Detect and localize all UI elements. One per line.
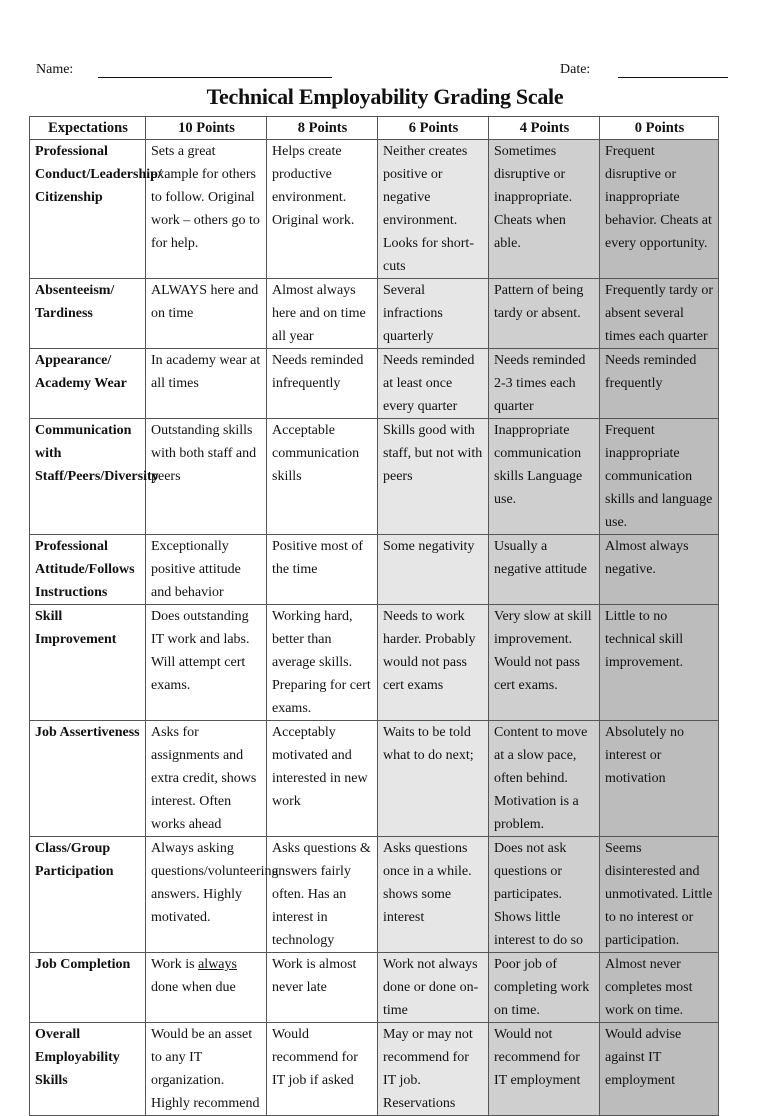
table-row [30,721,719,837]
cell-0-points: Would advise against IT employment [600,1023,719,1116]
cell-10-points: Sets a great example for others to follow. Original work – others go to for help. [146,140,267,279]
expectation-cell: Professional Attitude/Follows Instructions [30,535,146,605]
cell-0-points: Little to no technical skill improvement. [600,605,719,721]
cell-0-points: Seems disinterested and unmotivated. Little to no interest or participation. [600,837,719,953]
cell-4-points: Poor job of completing work on time. [489,953,600,1023]
cell-4-points: Sometimes disruptive or inappropriate. Cheats when able. [489,140,600,279]
cell-10-points: Would be an asset to any IT organization. Highly recommend [146,1023,267,1116]
expectation-cell: Skill Improvement [30,605,146,721]
table-row [30,837,719,953]
cell-4-points: Very slow at skill improvement. Would not pass cert exams. [489,605,600,721]
cell-4-points: Pattern of being tardy or absent. [489,279,600,349]
column-header-expectations: Expectations [30,117,146,140]
cell-8-points: Acceptably motivated and interested in new work [267,721,378,837]
cell-10-points: Asks for assignments and extra credit, shows interest. Often works ahead [146,721,267,837]
cell-8-points: Working hard, better than average skills. Preparing for cert exams. [267,605,378,721]
cell-10-points: In academy wear at all times [146,349,267,419]
table-row [30,535,719,605]
column-header-4-points: 4 Points [489,117,600,140]
cell-6-points: May or may not recommend for IT job. Reservations [378,1023,489,1116]
cell-10-points [146,953,267,1023]
page-title: Technical Employability Grading Scale [206,84,564,109]
column-header-10-points: 10 Points [146,117,267,140]
table-row [30,419,719,535]
underlined-word: always [198,957,237,972]
name-field-line[interactable] [98,77,332,78]
table-row [30,140,719,279]
cell-4-points: Usually a negative attitude [489,535,600,605]
cell-8-points: Positive most of the time [267,535,378,605]
cell-10-points: Exceptionally positive attitude and behavior [146,535,267,605]
cell-8-points: Work is almost never late [267,953,378,1023]
column-header-6-points: 6 Points [378,117,489,140]
cell-6-points: Asks questions once in a while. shows some interest [378,837,489,953]
cell-0-points: Frequent disruptive or inappropriate behavior. Cheats at every opportunity. [600,140,719,279]
cell-4-points: Inappropriate communication skills Language use. [489,419,600,535]
cell-10-points: Outstanding skills with both staff and peers [146,419,267,535]
cell-4-points: Needs reminded 2-3 times each quarter [489,349,600,419]
column-header-0-points: 0 Points [600,117,719,140]
cell-8-points: Would recommend for IT job if asked [267,1023,378,1116]
cell-0-points: Needs reminded frequently [600,349,719,419]
cell-8-points: Helps create productive environment. Original work. [267,140,378,279]
expectation-cell: Absenteeism/ Tardiness [30,279,146,349]
expectation-cell: Job Completion [30,953,146,1023]
table-row [30,605,719,721]
cell-6-points: Skills good with staff, but not with peers [378,419,489,535]
cell-text-before: Work is [151,957,199,972]
name-date-bar [30,60,730,82]
cell-0-points: Almost always negative. [600,535,719,605]
cell-10-points: Always asking questions/volunteering answers. Highly motivated. [146,837,267,953]
table-header-row [30,117,719,140]
cell-8-points: Almost always here and on time all year [267,279,378,349]
cell-6-points: Needs reminded at least once every quarter [378,349,489,419]
cell-4-points: Would not recommend for IT employment [489,1023,600,1116]
cell-0-points: Frequent inappropriate communication skills and language use. [600,419,719,535]
cell-text-after: done when due [151,980,236,995]
cell-0-points: Absolutely no interest or motivation [600,721,719,837]
cell-0-points: Frequently tardy or absent several times each quarter [600,279,719,349]
expectation-cell: Communication with Staff/Peers/Diversity [30,419,146,535]
cell-10-points: ALWAYS here and on time [146,279,267,349]
table-row [30,349,719,419]
date-field-line[interactable] [618,77,728,78]
cell-6-points: Work not always done or done on-time [378,953,489,1023]
cell-6-points: Some negativity [378,535,489,605]
cell-0-points: Almost never completes most work on time. [600,953,719,1023]
cell-6-points: Waits to be told what to do next; [378,721,489,837]
name-label: Name: [36,62,74,77]
cell-6-points: Needs to work harder. Probably would not pass cert exams [378,605,489,721]
cell-8-points: Asks questions & answers fairly often. Has an interest in technology [267,837,378,953]
table-row [30,1023,719,1116]
cell-4-points: Does not ask questions or participates. Shows little interest to do so [489,837,600,953]
expectation-cell: Professional Conduct/Leadership/ Citizenship [30,140,146,279]
cell-4-points: Content to move at a slow pace, often behind. Motivation is a problem. [489,721,600,837]
table-row [30,279,719,349]
table-row [30,953,719,1023]
cell-8-points: Acceptable communication skills [267,419,378,535]
expectation-cell: Job Assertiveness [30,721,146,837]
date-label: Date: [560,62,591,77]
cell-6-points: Neither creates positive or negative environment. Looks for short-cuts [378,140,489,279]
column-header-8-points: 8 Points [267,117,378,140]
expectation-cell: Overall Employability Skills [30,1023,146,1116]
expectation-cell: Appearance/ Academy Wear [30,349,146,419]
grading-scale-table [29,116,719,1116]
cell-10-points: Does outstanding IT work and labs. Will attempt cert exams. [146,605,267,721]
cell-6-points: Several infractions quarterly [378,279,489,349]
cell-8-points: Needs reminded infrequently [267,349,378,419]
expectation-cell: Class/Group Participation [30,837,146,953]
